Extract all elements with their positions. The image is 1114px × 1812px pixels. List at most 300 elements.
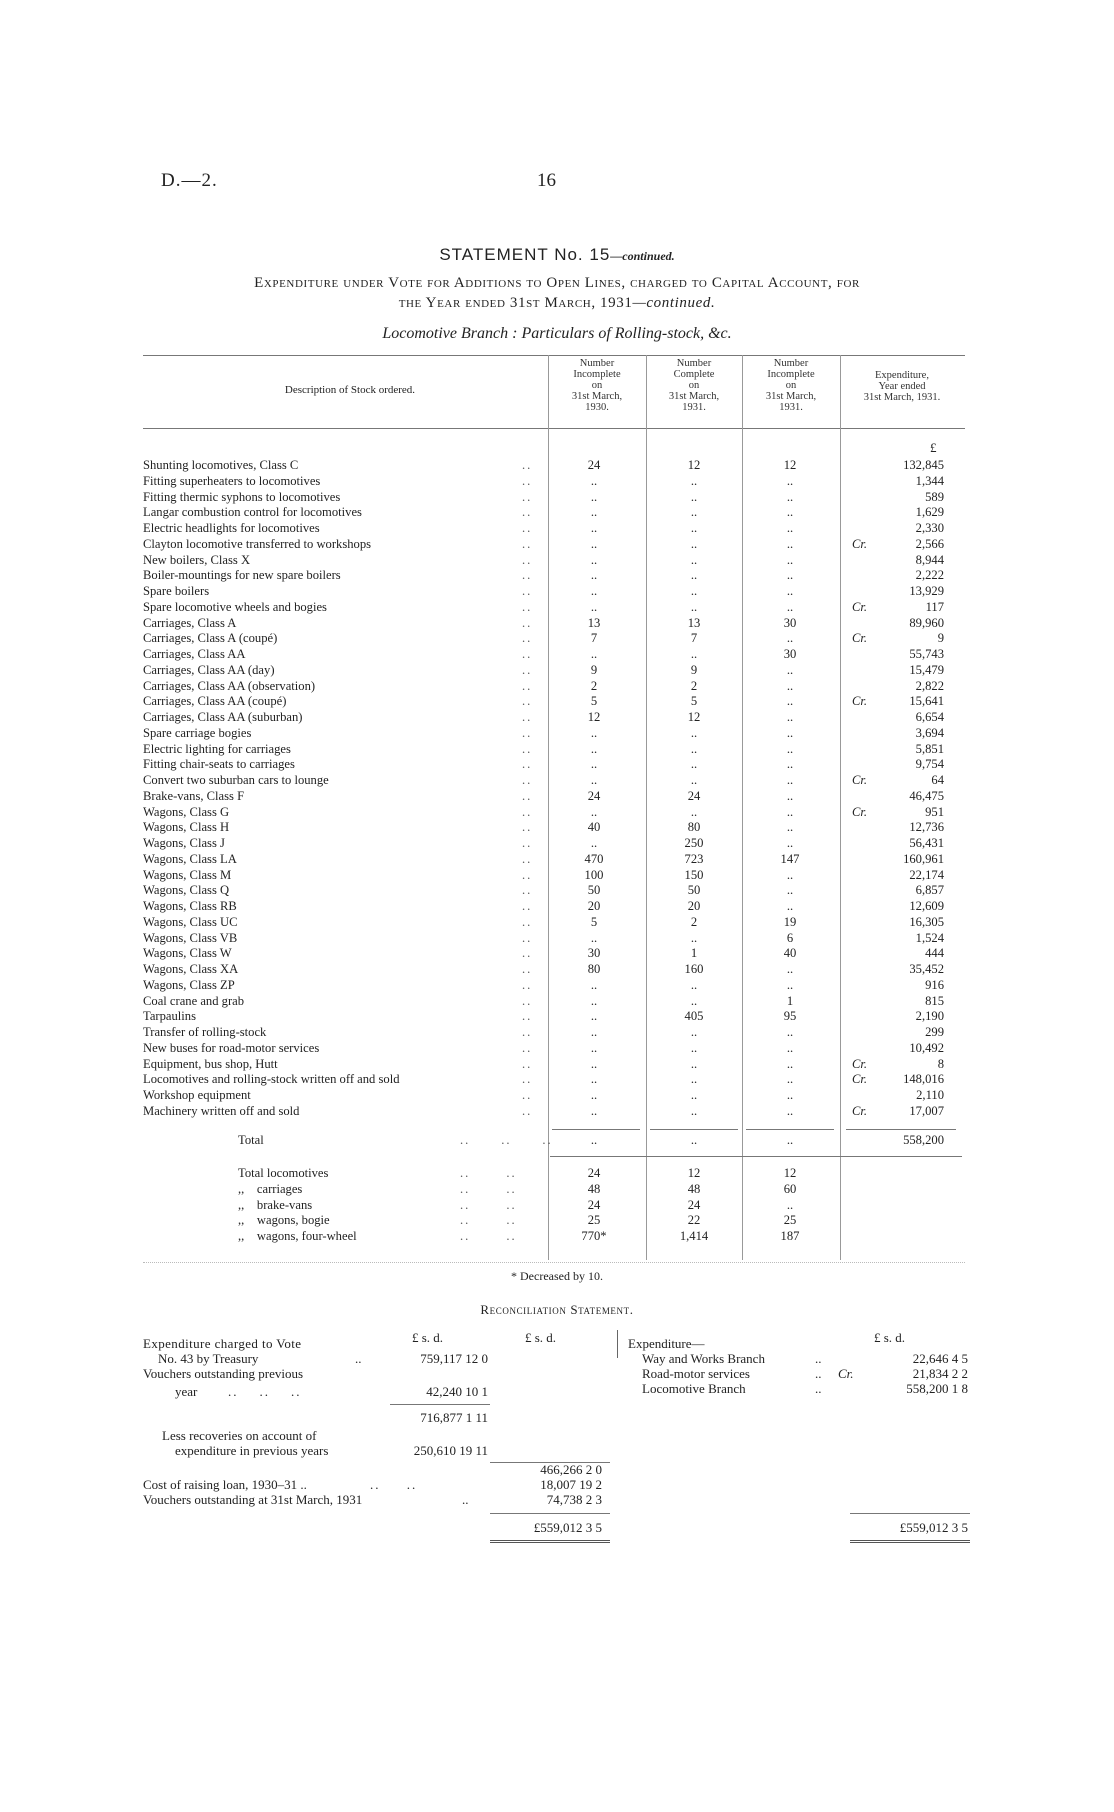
incomplete-1931: .. (786, 552, 794, 567)
complete-1931: .. (690, 521, 698, 535)
incomplete-1931: .. (786, 584, 794, 598)
complete-1931: 12 (687, 710, 701, 724)
expenditure-value: 15,479 (909, 662, 944, 677)
vouchers-outstanding-amount: 74,738 2 3 (546, 1492, 602, 1507)
expenditure-value: 160,961 (903, 851, 944, 866)
stock-description: Spare carriage bogies (143, 725, 252, 740)
complete-1931: .. (690, 977, 698, 992)
leader-dots: .. (522, 505, 533, 520)
column-header-description: Description of Stock ordered. (284, 384, 416, 396)
table-row (0, 1057, 1114, 1073)
incomplete-1931: .. (786, 505, 794, 520)
leader-dots: .. (522, 993, 533, 1008)
stock-description: Fitting superheaters to locomotives (143, 473, 321, 488)
totals-n3: 187 (780, 1229, 800, 1244)
stock-description: Wagons, Class VB (143, 930, 238, 945)
stock-description: Wagons, Class W (143, 946, 232, 961)
leader-dots: .. (522, 568, 533, 583)
vouchers-prev-amount: 42,240 10 1 (426, 1384, 488, 1399)
incomplete-1931: .. (786, 804, 794, 819)
credit-marker: Cr. (852, 631, 868, 646)
incomplete-1930: 2 (590, 678, 598, 693)
expenditure-value: 1,629 (915, 505, 944, 520)
stock-description: Electric headlights for locomotives (143, 521, 320, 535)
leader-dots: .. (522, 615, 533, 630)
stock-description: Carriages, Class AA (observation) (143, 678, 316, 693)
incomplete-1931: .. (786, 867, 794, 882)
incomplete-1931: .. (786, 977, 794, 992)
table-row (0, 899, 1114, 915)
expenditure-value: 15,641 (909, 694, 944, 709)
expenditure-value: 55,743 (909, 647, 944, 661)
incomplete-1930: .. (590, 489, 598, 504)
totals-row (0, 1213, 1114, 1229)
leader-dots: .. (522, 788, 533, 803)
incomplete-1930: .. (590, 757, 598, 772)
complete-1931: .. (690, 741, 698, 756)
header-line: Incomplete (573, 369, 621, 380)
incomplete-1931: .. (786, 899, 794, 913)
header-line: Number (676, 358, 712, 369)
vote-amount: 759,117 12 0 (420, 1351, 488, 1366)
incomplete-1930: 20 (587, 899, 601, 913)
column-header-incomplete-1930 (550, 358, 644, 413)
table-row (0, 663, 1114, 679)
leader-dots: .. (522, 836, 533, 850)
credit-marker: Cr. (852, 1056, 868, 1071)
table-row (0, 616, 1114, 632)
table-row (0, 537, 1114, 553)
stock-description: Wagons, Class RB (143, 899, 237, 913)
totals-n2: 12 (687, 1166, 701, 1180)
stock-description: Clayton locomotive transferred to workshops (143, 536, 372, 551)
table-row (0, 1025, 1114, 1041)
complete-1931: .. (690, 1056, 698, 1071)
incomplete-1930: 470 (584, 851, 604, 866)
heading-line-2 (0, 293, 1114, 313)
totals-row (0, 1166, 1114, 1182)
table-row (0, 852, 1114, 868)
table-row (0, 474, 1114, 490)
complete-1931: .. (690, 930, 698, 945)
expenditure-value: 9,754 (915, 757, 944, 772)
table-row (0, 789, 1114, 805)
complete-1931: .. (690, 599, 698, 614)
leader-dots: .. (522, 584, 533, 598)
table-row (0, 505, 1114, 521)
stock-description: Spare locomotive wheels and bogies (143, 599, 327, 614)
incomplete-1931: 12 (783, 458, 797, 472)
incomplete-1930: .. (590, 584, 598, 598)
expenditure-value: 56,431 (909, 836, 944, 850)
header-line: 31st March, (668, 391, 720, 402)
vote-label-1: Expenditure charged to Vote (143, 1336, 302, 1351)
expenditure-value: 2,222 (915, 568, 944, 583)
incomplete-1931: .. (786, 836, 794, 850)
leader-dots: .. (522, 773, 533, 787)
stock-description: Wagons, Class M (143, 867, 232, 882)
right-header-a: £ s. d. (874, 1330, 906, 1345)
incomplete-1931: .. (786, 473, 794, 488)
incomplete-1931: .. (786, 568, 794, 583)
credit-marker: Cr. (852, 536, 868, 551)
leader-dots: .. (522, 1009, 533, 1024)
incomplete-1931: .. (786, 489, 794, 504)
vote-label-2: No. 43 by Treasury (158, 1351, 259, 1366)
expenditure-value: 2,110 (916, 1088, 944, 1102)
complete-1931: 250 (684, 836, 704, 850)
table-total-row (0, 1133, 1114, 1149)
expenditure-value: 2,330 (915, 521, 944, 535)
total-rule (746, 1129, 834, 1130)
stock-description: Electric lighting for carriages (143, 741, 291, 756)
expenditure-value: 6,857 (915, 883, 944, 898)
totals-n1: 25 (587, 1213, 601, 1228)
header-line: Expenditure, (875, 370, 929, 381)
stock-description: Wagons, Class G (143, 804, 230, 819)
complete-1931: .. (690, 505, 698, 520)
left-total-double-rule (490, 1540, 610, 1543)
stock-description: Wagons, Class J (143, 836, 225, 850)
left-header-b: £ s. d. (525, 1330, 557, 1345)
complete-1931: .. (690, 584, 698, 598)
statement-heading (0, 273, 1114, 313)
table-row (0, 931, 1114, 947)
complete-1931: 2 (690, 678, 698, 693)
incomplete-1931: .. (786, 662, 794, 677)
stock-description: Fitting thermic syphons to locomotives (143, 489, 341, 504)
complete-1931: 13 (687, 615, 701, 630)
incomplete-1930: .. (590, 473, 598, 488)
incomplete-1930: .. (590, 1056, 598, 1071)
complete-1931: 2 (690, 914, 698, 929)
leader-dots: .. (522, 883, 533, 898)
expenditure-value: 2,822 (915, 678, 944, 693)
header-line: 1931. (682, 402, 706, 413)
incomplete-1930: .. (590, 647, 598, 661)
loan-label: Cost of raising loan, 1930–31 .. (143, 1477, 307, 1492)
table-row (0, 1072, 1114, 1088)
leader-dots: .. (522, 820, 533, 835)
expenditure-value: 22,174 (909, 867, 944, 882)
table-row (0, 1104, 1114, 1120)
incomplete-1930: 12 (587, 710, 601, 724)
incomplete-1930: 24 (587, 788, 601, 803)
expenditure-value: 13,929 (909, 584, 944, 598)
complete-1931: .. (690, 773, 698, 787)
statement-number: No. 15 (554, 245, 611, 264)
stock-description: Wagons, Class UC (143, 914, 238, 929)
complete-1931: 20 (687, 899, 701, 913)
statement-title (0, 245, 1114, 265)
leader-dots: .. (462, 1492, 469, 1507)
expenditure-branch-amount: 21,834 2 2 (912, 1366, 968, 1381)
stock-description: Wagons, Class Q (143, 883, 230, 898)
complete-1931: 50 (687, 883, 701, 898)
stock-description: Fitting chair-seats to carriages (143, 757, 295, 772)
incomplete-1931: 6 (786, 930, 794, 945)
heading-line-2-continued: —continued. (632, 295, 716, 311)
complete-1931: .. (690, 1072, 698, 1087)
leader-dots: .. .. (370, 1477, 418, 1492)
total-label: Total (238, 1133, 264, 1147)
incomplete-1930: 5 (590, 694, 598, 709)
incomplete-1931: .. (786, 773, 794, 787)
leader-dots: .. (522, 1056, 533, 1071)
leader-dots: .. (522, 631, 533, 646)
right-expenditure-head: Expenditure— (628, 1336, 705, 1351)
column-header-complete-1931 (648, 358, 740, 413)
subtotal-amount: 716,877 1 11 (420, 1410, 488, 1425)
totals-n3: .. (786, 1197, 794, 1212)
table-row (0, 458, 1114, 474)
table-row (0, 868, 1114, 884)
incomplete-1931: .. (786, 694, 794, 709)
table-row (0, 584, 1114, 600)
header-line: 31st March, (765, 391, 817, 402)
incomplete-1930: 24 (587, 458, 601, 472)
table-row (0, 915, 1114, 931)
totals-row (0, 1182, 1114, 1198)
expenditure-value: 10,492 (909, 1040, 944, 1055)
incomplete-1930: 30 (587, 946, 601, 961)
stock-description: Brake-vans, Class F (143, 788, 245, 803)
totals-n2: 48 (687, 1181, 701, 1196)
incomplete-1931: .. (786, 757, 794, 772)
table-row (0, 946, 1114, 962)
vouchers-prev-label-2: year (175, 1384, 198, 1399)
header-line: 31st March, 1931. (863, 392, 941, 403)
expenditure-value: 444 (925, 946, 944, 961)
totals-n3: 60 (783, 1181, 797, 1196)
credit-marker: Cr. (852, 1072, 868, 1087)
stock-description: Carriages, Class A (143, 615, 237, 630)
stock-description: Carriages, Class AA (coupé) (143, 694, 287, 709)
incomplete-1931: 147 (780, 851, 800, 866)
leader-dots: .. (522, 1103, 533, 1118)
table-bottom-rule (143, 1262, 965, 1263)
subtotal-rule (390, 1404, 490, 1405)
loan-amount: 18,007 19 2 (540, 1477, 602, 1492)
table-row (0, 521, 1114, 537)
less-recoveries-label-1: Less recoveries on account of (162, 1428, 317, 1443)
leader-dots: .. (522, 536, 533, 551)
credit-marker: Cr. (852, 1103, 868, 1118)
stock-description: Convert two suburban cars to lounge (143, 773, 329, 787)
table-row (0, 710, 1114, 726)
total-n2: .. (690, 1133, 698, 1147)
incomplete-1931: 30 (783, 647, 797, 661)
complete-1931: 12 (687, 458, 701, 472)
expenditure-branch-amount: 22,646 4 5 (912, 1351, 968, 1366)
table-row (0, 679, 1114, 695)
leader-dots: .. .. (460, 1229, 517, 1244)
complete-1931: .. (690, 568, 698, 583)
table-row (0, 836, 1114, 852)
expenditure-value: 815 (925, 993, 944, 1008)
expenditure-value: 951 (925, 804, 944, 819)
leader-dots: .. (522, 678, 533, 693)
leader-dots: .. .. (460, 1166, 517, 1180)
incomplete-1931: .. (786, 1072, 794, 1087)
expenditure-branch-label: Way and Works Branch (642, 1351, 765, 1366)
leader-dots: .. .. .. (460, 1133, 553, 1147)
credit-marker: Cr. (852, 804, 868, 819)
table-row (0, 773, 1114, 789)
leader-dots: .. (522, 725, 533, 740)
stock-description: New boilers, Class X (143, 552, 251, 567)
totals-label: ,, brake-vans (238, 1197, 313, 1212)
incomplete-1930: .. (590, 1040, 598, 1055)
left-total: £559,012 3 5 (533, 1520, 602, 1535)
stock-description: Wagons, Class H (143, 820, 230, 835)
totals-label: Total locomotives (238, 1166, 329, 1180)
complete-1931: .. (690, 1103, 698, 1118)
stock-description: Carriages, Class AA (143, 647, 246, 661)
heading-line-1: Expenditure under Vote for Additions to Open Lines, charged to Capital Account, for (254, 275, 860, 291)
document-reference: D.—2. (161, 170, 218, 191)
incomplete-1930: .. (590, 773, 598, 787)
table-row (0, 600, 1114, 616)
stock-description: Transfer of rolling-stock (143, 1025, 267, 1039)
incomplete-1930: .. (590, 1025, 598, 1039)
leader-dots: .. (522, 1040, 533, 1055)
leader-dots: .. .. (460, 1213, 517, 1228)
total-rule (650, 1129, 738, 1130)
incomplete-1930: 40 (587, 820, 601, 835)
stock-description: Carriages, Class AA (day) (143, 662, 275, 677)
stock-description: Carriages, Class A (coupé) (143, 631, 278, 646)
expenditure-value: 5,851 (915, 741, 944, 756)
left-total-rule (490, 1513, 610, 1514)
column-header-expenditure (842, 370, 962, 403)
leader-dots: .. (522, 1088, 533, 1102)
total-n3: .. (786, 1133, 794, 1147)
leader-dots: .. .. (460, 1181, 517, 1196)
incomplete-1930: 100 (584, 867, 604, 882)
column-header-incomplete-1931 (744, 358, 838, 413)
incomplete-1931: .. (786, 962, 794, 976)
expenditure-value: 89,960 (909, 615, 944, 630)
incomplete-1930: .. (590, 836, 598, 850)
incomplete-1931: .. (786, 536, 794, 551)
complete-1931: 1 (690, 946, 698, 961)
incomplete-1931: .. (786, 883, 794, 898)
totals-n1: 770* (581, 1229, 607, 1244)
totals-n1: 48 (587, 1181, 601, 1196)
table-row (0, 726, 1114, 742)
incomplete-1931: 30 (783, 615, 797, 630)
totals-n3: 25 (783, 1213, 797, 1228)
complete-1931: .. (690, 489, 698, 504)
incomplete-1930: 50 (587, 883, 601, 898)
table-row (0, 553, 1114, 569)
expenditure-value: 1,344 (915, 473, 944, 488)
totals-n2: 1,414 (679, 1229, 709, 1244)
section-subtitle: Locomotive Branch : Particulars of Rolling-stock, &c. (382, 325, 732, 342)
incomplete-1930: 9 (590, 662, 598, 677)
expenditure-value: 12,609 (909, 899, 944, 913)
leader-dots: .. (815, 1366, 822, 1381)
complete-1931: .. (690, 725, 698, 740)
leader-dots: .. (522, 1025, 533, 1039)
header-line: Incomplete (767, 369, 815, 380)
stock-description: Spare boilers (143, 584, 210, 598)
table-row (0, 994, 1114, 1010)
expenditure-branch-label: Road-motor services (642, 1366, 750, 1381)
stock-description: Workshop equipment (143, 1088, 251, 1102)
incomplete-1930: .. (590, 1088, 598, 1102)
incomplete-1931: .. (786, 599, 794, 614)
less-recoveries-label-2: expenditure in previous years (175, 1443, 329, 1458)
leader-dots: .. (522, 741, 533, 756)
leader-dots: .. (522, 489, 533, 504)
totals-n1: 24 (587, 1166, 601, 1180)
expenditure-value: 299 (925, 1025, 944, 1039)
leader-dots: .. (522, 930, 533, 945)
total-rule (846, 1129, 956, 1130)
incomplete-1931: 19 (783, 914, 797, 929)
incomplete-1930: .. (590, 552, 598, 567)
incomplete-1930: .. (590, 1009, 598, 1024)
totals-label: ,, wagons, four-wheel (238, 1229, 357, 1244)
leader-dots: .. (522, 647, 533, 661)
right-total: £559,012 3 5 (899, 1520, 968, 1535)
expenditure-value: 16,305 (909, 914, 944, 929)
total-rule (552, 1129, 640, 1130)
header-line: Year ended (878, 381, 926, 392)
totals-n1: 24 (587, 1197, 601, 1212)
incomplete-1930: 13 (587, 615, 601, 630)
expenditure-value: 132,845 (903, 458, 944, 472)
incomplete-1931: .. (786, 678, 794, 693)
leader-dots: .. (522, 1072, 533, 1087)
incomplete-1931: .. (786, 1025, 794, 1039)
complete-1931: .. (690, 1025, 698, 1039)
stock-description: Shunting locomotives, Class C (143, 458, 299, 472)
table-row (0, 647, 1114, 663)
table-top-rule (143, 355, 965, 356)
expenditure-branch-label: Locomotive Branch (642, 1381, 746, 1396)
table-row (0, 805, 1114, 821)
leader-dots: .. (522, 946, 533, 961)
expenditure-value: 916 (925, 977, 944, 992)
incomplete-1931: .. (786, 725, 794, 740)
total-expenditure: 558,200 (903, 1133, 944, 1147)
statement-word: STATEMENT (439, 245, 549, 264)
incomplete-1930: .. (590, 536, 598, 551)
header-line: 1930. (585, 402, 609, 413)
expenditure-value: 148,016 (903, 1072, 944, 1087)
vouchers-prev-label-1: Vouchers outstanding previous (143, 1366, 304, 1381)
expenditure-value: 46,475 (909, 788, 944, 803)
incomplete-1930: .. (590, 599, 598, 614)
table-row (0, 978, 1114, 994)
leader-dots: .. (522, 710, 533, 724)
leader-dots: .. (522, 899, 533, 913)
incomplete-1930: .. (590, 741, 598, 756)
credit-marker: Cr. (852, 599, 868, 614)
incomplete-1931: .. (786, 710, 794, 724)
expenditure-value: 8 (937, 1056, 944, 1071)
reconciliation-divider (617, 1330, 618, 1358)
expenditure-value: 12,736 (909, 820, 944, 835)
heading-line-2-text: the Year ended 31st March, 1931 (398, 295, 633, 311)
incomplete-1931: .. (786, 1088, 794, 1102)
incomplete-1930: .. (590, 930, 598, 945)
table-row (0, 962, 1114, 978)
stock-description: Boiler-mountings for new spare boilers (143, 568, 341, 583)
